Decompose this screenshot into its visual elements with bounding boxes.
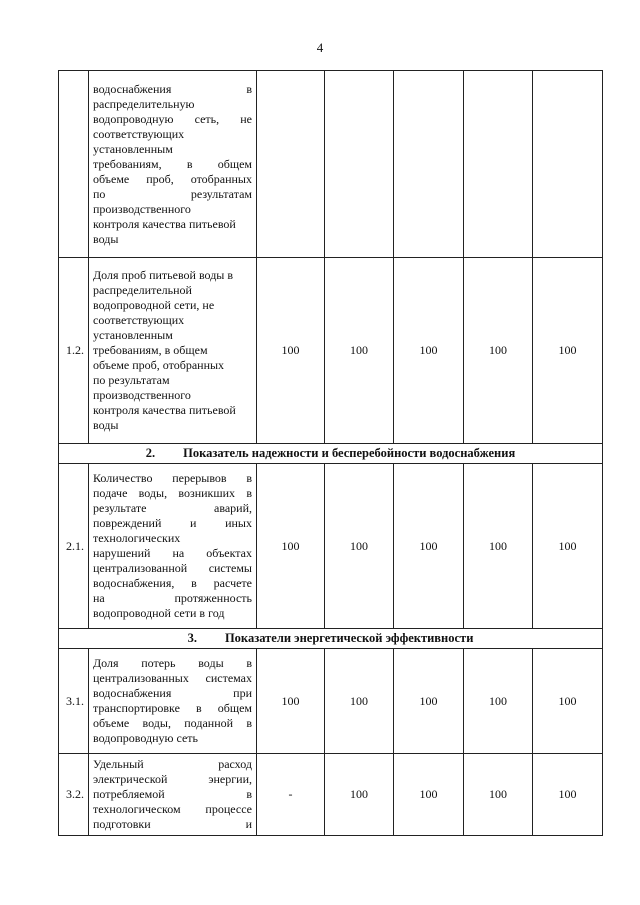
indicator-description: [89, 464, 257, 629]
section-number: 3.: [187, 631, 197, 645]
description-line: на протяженность: [93, 591, 252, 605]
value-cell: -: [257, 754, 325, 836]
value-cell: 100: [464, 464, 533, 629]
table-row: [59, 464, 603, 629]
description-line: соответствующих: [93, 126, 185, 141]
table-body: [59, 71, 603, 836]
item-number: 2.1.: [59, 464, 89, 629]
description-line: установленным: [93, 328, 173, 342]
section-header-row: [59, 629, 603, 649]
description-line: соответствующих: [93, 313, 185, 327]
description-line: распределительную: [93, 96, 195, 111]
description-line: производственного: [93, 201, 191, 216]
description-line: воды: [93, 231, 119, 246]
value-cell: 100: [533, 754, 603, 836]
description-line: повреждений и иных: [93, 516, 252, 530]
description-line: электрической энергии,: [93, 772, 252, 786]
description-line: Удельный расход: [93, 757, 252, 771]
value-cell: 100: [533, 258, 603, 444]
section-title: Показатели энергетической эффективности: [224, 631, 474, 645]
description-line: по результатам: [93, 373, 170, 387]
description-line: водопроводную сеть, не: [93, 111, 252, 126]
value-cell: [464, 71, 533, 258]
description-line: водоснабжения при: [93, 686, 252, 700]
value-cell: 100: [464, 649, 533, 754]
item-number: 3.1.: [59, 649, 89, 754]
description-line: технологическом процессе: [93, 802, 252, 816]
value-cell: 100: [257, 258, 325, 444]
description-line: подготовки и: [93, 817, 252, 831]
table-row: [59, 71, 603, 258]
value-cell: 100: [325, 258, 394, 444]
value-cell: 100: [325, 649, 394, 754]
value-cell: 100: [325, 464, 394, 629]
description-line: контроля качества питьевой: [93, 216, 236, 231]
value-cell: [394, 71, 464, 258]
table-row: [59, 258, 603, 444]
value-cell: 100: [394, 464, 464, 629]
description-line: распределительной: [93, 283, 192, 297]
description-line: объеме проб, отобранных: [93, 171, 252, 186]
description-line: Доля потерь воды в: [93, 656, 252, 670]
description-line: водопроводную сеть: [93, 731, 199, 745]
value-cell: 100: [394, 258, 464, 444]
description-line: централизованной системы: [93, 561, 252, 575]
section-number: 2.: [145, 446, 156, 460]
value-cell: [325, 71, 394, 258]
description-line: водопроводной сети в год: [93, 606, 225, 620]
description-line: потребляемой в: [93, 787, 252, 801]
section-header-cell: [59, 629, 603, 649]
description-line: требованиям, в общем: [93, 156, 252, 171]
description-line: объеме воды, поданной в: [93, 716, 252, 730]
description-line: контроля качества питьевой: [93, 403, 236, 417]
indicator-description: [89, 754, 257, 836]
value-cell: 100: [257, 649, 325, 754]
description-line: Доля проб питьевой воды в: [93, 268, 234, 282]
description-line: результате аварий,: [93, 501, 252, 515]
description-line: объеме проб, отобранных: [93, 358, 225, 372]
description-line: нарушений на объектах: [93, 546, 252, 560]
description-line: технологических: [93, 531, 181, 545]
item-number: 1.2.: [59, 258, 89, 444]
value-cell: 100: [394, 754, 464, 836]
description-line: водоснабжения в: [93, 81, 252, 96]
value-cell: 100: [325, 754, 394, 836]
indicators-table: [58, 70, 603, 836]
value-cell: 100: [394, 649, 464, 754]
value-cell: 100: [533, 464, 603, 629]
section-title: Показатель надежности и бесперебойности водоснабжения: [183, 446, 516, 460]
value-cell: 100: [464, 258, 533, 444]
description-line: производственного: [93, 388, 191, 402]
description-line: подаче воды, возникших в: [93, 486, 252, 500]
indicator-description: [89, 71, 257, 258]
description-line: требованиям, в общем: [93, 343, 208, 357]
description-line: Количество перерывов в: [93, 471, 252, 485]
table-row: [59, 754, 603, 836]
description-line: водоснабжения, в расчете: [93, 576, 252, 590]
value-cell: 100: [257, 464, 325, 629]
indicator-description: [89, 258, 257, 444]
description-line: установленным: [93, 141, 173, 156]
table-row: [59, 649, 603, 754]
description-line: централизованных системах: [93, 671, 252, 685]
description-line: транспортировке в общем: [93, 701, 252, 715]
description-line: воды: [93, 418, 119, 432]
description-line: водопроводной сети, не: [93, 298, 215, 312]
section-header-cell: [59, 444, 603, 464]
description-line: по результатам: [93, 186, 252, 201]
value-cell: [257, 71, 325, 258]
value-cell: [533, 71, 603, 258]
value-cell: 100: [464, 754, 533, 836]
item-number: [59, 71, 89, 258]
value-cell: 100: [533, 649, 603, 754]
section-header-row: [59, 444, 603, 464]
indicator-description: [89, 649, 257, 754]
page-number: 4: [316, 40, 324, 55]
item-number: 3.2.: [59, 754, 89, 836]
